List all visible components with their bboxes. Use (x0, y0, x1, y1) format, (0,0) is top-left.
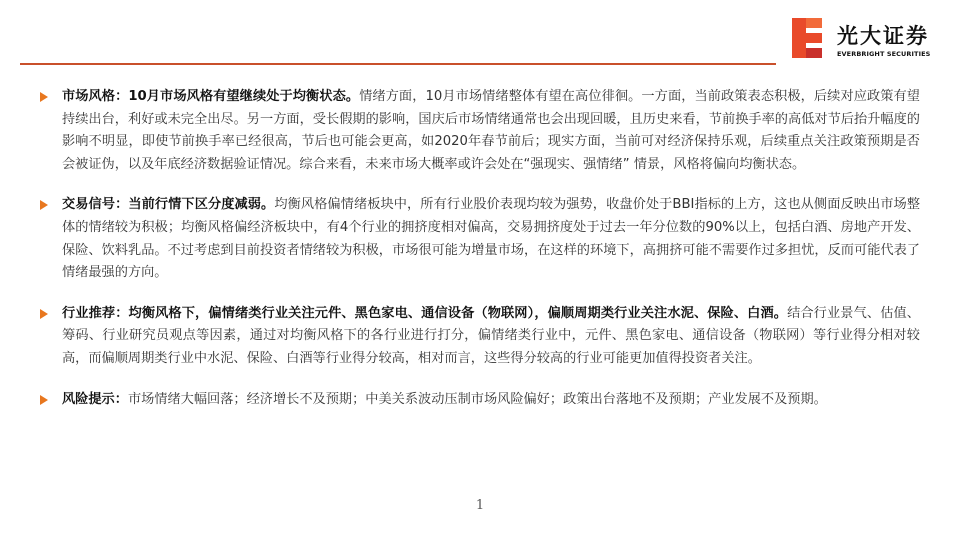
bullet-arrow-icon (40, 395, 48, 405)
bullet-heading: 交易信号：当前行情下区分度减弱。 (62, 197, 275, 213)
bullet-body: 市场情绪大幅回落；经济增长不及预期；中美关系波动压制市场风险偏好；政策出台落地不及预期；产业发展不及预期。 (127, 391, 827, 407)
bullet-list (40, 86, 920, 429)
brand-name-cn: 光大证券 (837, 24, 929, 48)
bullet-industry-recommendation (40, 303, 920, 371)
bullet-paragraph (62, 86, 920, 176)
bullet-heading: 市场风格：10月市场风格有望继续处于均衡状态。 (62, 89, 360, 104)
bullet-arrow-icon (40, 200, 48, 210)
bullet-market-style (40, 86, 920, 176)
page-number: 1 (475, 498, 485, 513)
bullet-paragraph (62, 194, 920, 284)
brand-name-en: EVERBRIGHT SECURITIES (837, 50, 931, 58)
bullet-heading: 行业推荐：均衡风格下，偏情绪类行业关注元件、黑色家电、通信设备（物联网），偏顺周期类行业关注水泥、保险、白酒。 (62, 305, 788, 321)
bullet-paragraph (62, 389, 920, 412)
bullet-body: 均衡风格偏情绪板块中，所有行业股价表现均较为强势，收盘价处于BBI指标的上方，这也从侧面反映出市场整体的情绪较为积极；均衡风格偏经济板块中，有4个行业的拥挤度相对偏高，交易拥挤度处于过去一年分位数的90%以上，包括白酒、房地产开发、保险、饮料乳品。不过考虑到目前投资者情绪较为积极，市场很可能为增量市场，在这样的环境下，高拥挤可能不需要作过多担忧，反而可能代表了情绪最强的方向。 (62, 197, 921, 281)
bullet-trading-signal (40, 194, 920, 284)
header-divider (20, 63, 776, 65)
bullet-heading: 风险提示： (62, 391, 128, 407)
bullet-body: 结合行业景气、估值、筹码、行业研究员观点等因素，通过对均衡风格下的各行业进行打分，偏情绪类行业中，元件、黑色家电、通信设备（物联网）等行业得分相对较高，而偏顺周期类行业中水泥、保险、白酒等行业得分较高，相对而言，这些得分较高的行业可能更加值得投资者关注。 (62, 305, 920, 366)
brand-logo (792, 18, 952, 60)
bullet-risk-warning (40, 389, 920, 412)
everbright-logo-icon (792, 18, 822, 58)
bullet-body: 情绪方面，10月市场情绪整体有望在高位徘徊。一方面，当前政策表态积极，后续对应政策有望持续出台，利好或未完全出尽。另一方面，受长假期的影响，国庆后市场情绪通常也会出现回暖，且历史来看，节前换手率的高低对节后抬升幅度的影响不明显，即使节前换手率已经很高，节后也可能会更高，如2020年春节前后；现实方面，当前可对经济保持乐观，后续重点关注政策预期是否会被证伪，以及年底经济数据验证情况。综合来看，未来市场大概率或许会处在“强现实、强情绪” 情景，风格将偏向均衡状态。 (62, 89, 920, 172)
bullet-arrow-icon (40, 92, 48, 102)
bullet-paragraph (62, 303, 920, 371)
bullet-arrow-icon (40, 309, 48, 319)
